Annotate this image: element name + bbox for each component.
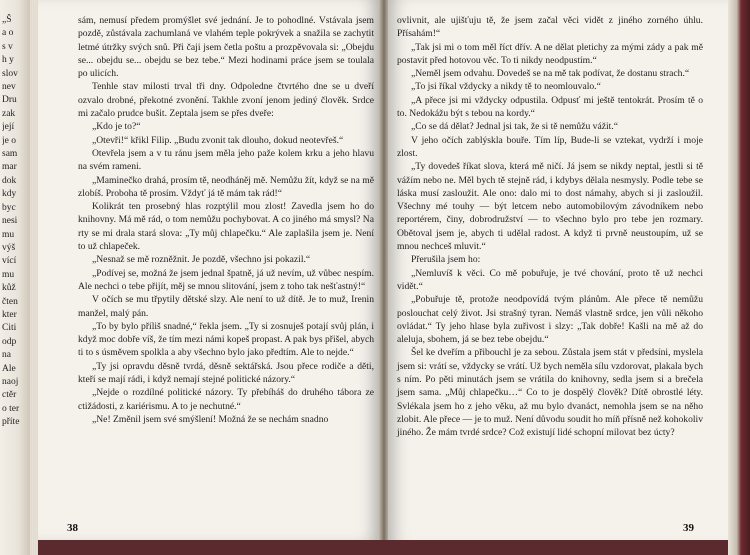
paragraph: „Kdo je to?“ bbox=[92, 121, 141, 133]
paragraph: „To by bylo příliš snadné,“ řekla jsem. „Ty si zosnuješ potají svůj plán, i když moc dobře víš, že tím mezi námi kopeš propast. A pak bys přišel, abych ti to s úsměvem spolkla a aby všechno bylo jako předtím. Ale to nejde.“ bbox=[78, 320, 375, 359]
spine-fragment: nev bbox=[2, 82, 16, 93]
paragraph: V jeho očích zablýskla bouře. Tím líp, Bude-li se vztekat, vydrží i moje zlost. bbox=[397, 134, 703, 159]
spine-fragment: dok bbox=[2, 175, 17, 186]
paragraph: „A přece jsi mi vždycky odpustila. Odpusť mi ještě tentokrát. Prosím tě o to. Nedokážu být s tebou na kordy.“ bbox=[397, 94, 703, 120]
paragraph: „Nemluvíš k věci. Co mě pobuřuje, je tvé chování, proto tě už nechci vidět.“ bbox=[397, 267, 703, 292]
paragraph: „Nesnaž se mě rozněžnit. Je pozdě, všechno jsi pokazil.“ bbox=[92, 254, 311, 266]
left-page-text bbox=[78, 14, 374, 426]
spine-fragment: zak bbox=[2, 108, 16, 119]
paragraph: Kolikrát ten prosebný hlas rozptýlil mou zlost! Zavedla jsem ho do knihovny. Má mě rád, o tom nemůžu pochybovat. A co jiného má smysl? Na rty se mi drala stará slova: „Ty můj chlapečku.“ Ale zaplašila jsem je. Není to už chlapeček. bbox=[78, 201, 374, 253]
paragraph: „Neměl jsem odvahu. Dovedeš se na mě tak podívat, že dostanu strach.“ bbox=[411, 68, 690, 80]
paragraph: „Ty dovedeš říkat slova, která mě ničí. Já jsem se nikdy neptal, jestli si tě vážím nebo ne. Měl bych tě stejně rád, i kdybys dělala nesmysly. Podle tebe se láska musí zasloužit. Ale ono: dalo mi to dost námahy, abych si ji zasloužil. Všechny mé touhy — být letcem nebo automobilovým závodníkem nebo reportérem, činy, dobrodružství — to všechno bylo pro tebe jen rozmary. Obětoval jsem je, abych ti udělal radost. A když ti prvně neustoupím, už se mnou nechceš mluvit.“ bbox=[397, 161, 703, 253]
spine-fragment: a o bbox=[2, 28, 14, 39]
paragraph: Tenhle stav milosti trval tři dny. Odpoledne čtvrtého dne se u dveří ozvalo drobné, překotné zvonění. Takhle zvoní jenom jediný člověk. Srdce mi začalo prudce bušit. Zeptala jsem se přes dveře: bbox=[78, 81, 374, 120]
page-stack-left bbox=[30, 0, 38, 555]
paragraph: „Co se dá dělat? Jednal jsi tak, že si tě nemůžu vážit.“ bbox=[411, 121, 618, 133]
spine-fragment: byc bbox=[2, 202, 16, 213]
paragraph: ovlivnit, ale ujišťuju tě, že jsem začal věci vidět z jiného zorného úhlu. Přísahám!“ bbox=[397, 15, 703, 40]
spine-fragment: na bbox=[2, 350, 11, 361]
paragraph: Šel ke dveřím a přibouchl je za sebou. Zůstala jsem stát v předsíni, myslela jsem si: vrátí se, vždycky se vrátí. Už bych neměla sílu vzdorovat, plakala bych s ním. Po pěti minutách jsem se vrátila do knihovny, sedla jsem si a brečela jsem sama. „Můj chlapečku…“ Co to je dospělý člověk? Dítě obrostlé léty. Svlékala jsem ho z jeho věku, až mu bylo dvanáct, nemohla jsem se na něho zlobit. Ale přece — je to muž. Není důvodu soudit ho míň přísně než kohokoliv jiného. Že mám tvrdé srdce? Což existují lidé schopní milovat bez úcty? bbox=[397, 347, 703, 439]
paragraph: „To jsi říkal vždycky a nikdy tě to neomlouvalo.“ bbox=[411, 81, 601, 93]
spine-fragment: výš bbox=[2, 242, 16, 253]
spine-fragment: vící bbox=[2, 256, 17, 267]
paragraph: „Ty jsi opravdu děsně tvrdá, děsně sektářská. Jsou přece rodiče a děti, kteří se mají rádi, i když nemají stejné politické názory.“ bbox=[78, 360, 374, 386]
spine-fragment: naoj bbox=[2, 376, 19, 387]
paragraph: Otevřela jsem a v tu ránu jsem měla jeho paže kolem krku a jeho hlavu na svém rameni. bbox=[78, 147, 374, 173]
paragraph: „Otevři!“ křikl Filip. „Budu zvonit tak dlouho, dokud neotevřeš.“ bbox=[92, 134, 344, 146]
spine-fragment: mu bbox=[2, 269, 15, 280]
spine-fragment: mu bbox=[2, 229, 15, 240]
paragraph: „Ne! Změnil jsem své smýšlení! Možná že se nechám snadno bbox=[92, 413, 329, 425]
right-page-number: 39 bbox=[683, 522, 694, 534]
book-cover-bottom bbox=[38, 540, 728, 555]
spine-fragment: ctěr bbox=[2, 390, 17, 401]
spine-fragment: o ter bbox=[2, 403, 20, 414]
paragraph: „Nejde o rozdílné politické názory. Ty přebíháš do druhého tábora ze ctižádosti, z kariérismu. A to je nechutné.“ bbox=[78, 387, 374, 412]
spine-fragment: Ale bbox=[2, 363, 16, 374]
spine-fragment: kůž bbox=[2, 283, 16, 294]
spine-text-fragments bbox=[2, 14, 30, 430]
paragraph: sám, nemusí předem promýšlet své jednání. Je to pohodlné. Vstávala jsem pozdě, zůstávala zachumlaná ve vlahém teple pokrývek a snažila se zachytit letmé útržky svých snů. Při čaji jsem četla poštu a prozpěvovala si: „Obejdu se... obejdu se... obejdu se bez tebe.“ Mezi hodinami práce jsem se toulala po ulicích. bbox=[78, 15, 374, 80]
left-page-number: 38 bbox=[67, 522, 78, 534]
spine-fragment: čten bbox=[2, 296, 18, 307]
spine-fragment: příte bbox=[2, 417, 20, 428]
paragraph: V očích se mu třpytily dětské slzy. Ale není to už dítě. Je to muž, Irenin manžel, malý pán. bbox=[78, 294, 374, 319]
spine-fragment: h y bbox=[2, 55, 14, 66]
spine-fragment: „Š bbox=[2, 15, 12, 25]
right-page-text bbox=[397, 14, 703, 440]
spine-fragment: sam bbox=[2, 149, 18, 160]
spine-fragment: kter bbox=[2, 309, 17, 320]
spine-fragment: mar bbox=[2, 162, 17, 173]
spine-fragment: s v bbox=[2, 41, 13, 52]
spine-fragment: odp bbox=[2, 336, 17, 347]
spine-fragment: Citi bbox=[2, 323, 17, 334]
spine-fragment: Dru bbox=[2, 95, 17, 106]
paragraph: „Podívej se, možná že jsem jednal špatně, já už nevím, už vůbec nespím. Ale nechci o tebe přijít, měj se mnou slitování, jsem z toho tak nešťastný!“ bbox=[78, 267, 374, 292]
paragraph: Přerušila jsem ho: bbox=[411, 254, 481, 266]
book-cover-edge bbox=[728, 0, 750, 555]
spine-fragment: její bbox=[2, 122, 15, 133]
spine-fragment: slov bbox=[2, 68, 18, 79]
paragraph: „Tak jsi mi o tom měl říct dřív. A ne dělat pletichy za mými zády a pak mě postavit před hotovou věc. To ti nikdy neodpustím.“ bbox=[397, 41, 703, 66]
spine-fragment: je o bbox=[2, 135, 16, 146]
spine-fragment: kdy bbox=[2, 189, 17, 200]
spine-fragment: nesi bbox=[2, 216, 18, 227]
paragraph: „Maminečko drahá, prosím tě, neodháněj mě. Nemůžu žít, když se na mě zlobíš. Proboha tě prosím. Vždyť já tě mám tak rád!“ bbox=[78, 174, 374, 199]
paragraph: „Pobuřuje tě, protože neodpovídá tvým plánům. Ale přece tě nemůžu poslouchat celý život. Jsi strašný tyran. Nemáš vlastně srdce, jen vůli někoho ovládat.“ Ty jeho hlase byla zuřivost i slzy: „Tak dobře! Kašli na mě až do aleluja, sbohem, já se bez tebe obejdu.“ bbox=[397, 294, 703, 346]
